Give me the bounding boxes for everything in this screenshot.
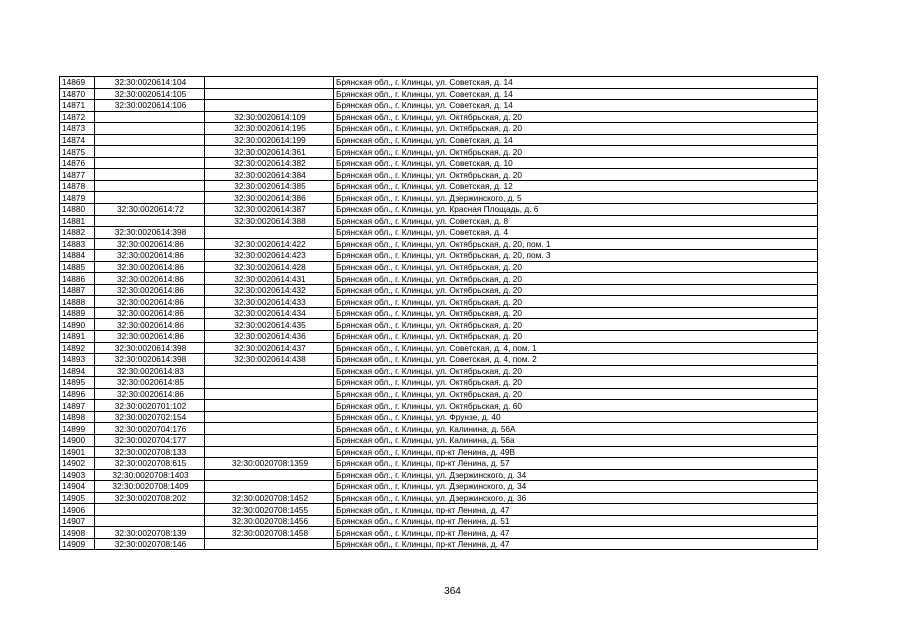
- row-number-cell: 14879: [60, 192, 95, 204]
- row-number-cell: 14898: [60, 411, 95, 423]
- table-row: [60, 296, 818, 308]
- row-number-cell: 14888: [60, 296, 95, 308]
- address-cell: Брянская обл., г. Клинцы, ул. Октябрьская, д. 20: [334, 365, 818, 377]
- table-row: [60, 192, 818, 204]
- object-cadastral-cell: [205, 227, 334, 239]
- row-number-cell: 14882: [60, 227, 95, 239]
- table-row: [60, 307, 818, 319]
- row-number-cell: 14900: [60, 434, 95, 446]
- table-row: [60, 434, 818, 446]
- object-cadastral-cell: 32:30:0020614:361: [205, 146, 334, 158]
- table-row: [60, 284, 818, 296]
- object-cadastral-cell: [205, 388, 334, 400]
- parcel-cadastral-cell: 32:30:0020708:146: [95, 538, 205, 550]
- row-number-cell: 14877: [60, 169, 95, 181]
- row-number-cell: 14872: [60, 111, 95, 123]
- table-row: [60, 261, 818, 273]
- parcel-cadastral-cell: 32:30:0020614:86: [95, 388, 205, 400]
- object-cadastral-cell: [205, 481, 334, 493]
- row-number-cell: 14876: [60, 157, 95, 169]
- parcel-cadastral-cell: [95, 146, 205, 158]
- parcel-cadastral-cell: 32:30:0020614:398: [95, 342, 205, 354]
- parcel-cadastral-cell: [95, 134, 205, 146]
- row-number-cell: 14881: [60, 215, 95, 227]
- address-cell: Брянская обл., г. Клинцы, пр-кт Ленина, д. 47: [334, 527, 818, 539]
- address-cell: Брянская обл., г. Клинцы, ул. Дзержинского, д. 34: [334, 481, 818, 493]
- table-row: [60, 134, 818, 146]
- object-cadastral-cell: 32:30:0020614:422: [205, 238, 334, 250]
- parcel-cadastral-cell: [95, 180, 205, 192]
- object-cadastral-cell: [205, 77, 334, 89]
- row-number-cell: 14873: [60, 123, 95, 135]
- row-number-cell: 14908: [60, 527, 95, 539]
- object-cadastral-cell: 32:30:0020614:386: [205, 192, 334, 204]
- table-row: [60, 446, 818, 458]
- parcel-cadastral-cell: [95, 123, 205, 135]
- row-number-cell: 14885: [60, 261, 95, 273]
- table-row: [60, 377, 818, 389]
- page-number: 364: [444, 586, 461, 597]
- table-row: [60, 215, 818, 227]
- address-cell: Брянская обл., г. Клинцы, ул. Советская, д. 12: [334, 180, 818, 192]
- object-cadastral-cell: 32:30:0020614:438: [205, 354, 334, 366]
- row-number-cell: 14890: [60, 319, 95, 331]
- row-number-cell: 14907: [60, 515, 95, 527]
- table-row: [60, 481, 818, 493]
- row-number-cell: 14909: [60, 538, 95, 550]
- parcel-cadastral-cell: 32:30:0020708:615: [95, 458, 205, 470]
- object-cadastral-cell: 32:30:0020614:388: [205, 215, 334, 227]
- parcel-cadastral-cell: 32:30:0020704:177: [95, 434, 205, 446]
- address-cell: Брянская обл., г. Клинцы, пр-кт Ленина, д. 47: [334, 504, 818, 516]
- table-row: [60, 365, 818, 377]
- table-row: [60, 88, 818, 100]
- row-number-cell: 14869: [60, 77, 95, 89]
- object-cadastral-cell: 32:30:0020708:1458: [205, 527, 334, 539]
- parcel-cadastral-cell: 32:30:0020614:398: [95, 354, 205, 366]
- parcel-cadastral-cell: [95, 515, 205, 527]
- object-cadastral-cell: [205, 400, 334, 412]
- table-row: [60, 458, 818, 470]
- object-cadastral-cell: 32:30:0020708:1456: [205, 515, 334, 527]
- row-number-cell: 14870: [60, 88, 95, 100]
- object-cadastral-cell: [205, 88, 334, 100]
- object-cadastral-cell: 32:30:0020614:435: [205, 319, 334, 331]
- table-row: [60, 515, 818, 527]
- object-cadastral-cell: 32:30:0020614:431: [205, 273, 334, 285]
- object-cadastral-cell: [205, 377, 334, 389]
- row-number-cell: 14906: [60, 504, 95, 516]
- table-row: [60, 100, 818, 112]
- parcel-cadastral-cell: [95, 111, 205, 123]
- address-cell: Брянская обл., г. Клинцы, ул. Октябрьская, д. 20: [334, 331, 818, 343]
- row-number-cell: 14874: [60, 134, 95, 146]
- address-cell: Брянская обл., г. Клинцы, ул. Советская, д. 4, пом. 1: [334, 342, 818, 354]
- row-number-cell: 14884: [60, 250, 95, 262]
- object-cadastral-cell: 32:30:0020614:432: [205, 284, 334, 296]
- table-row: [60, 273, 818, 285]
- address-cell: Брянская обл., г. Клинцы, ул. Советская, д. 4, пом. 2: [334, 354, 818, 366]
- object-cadastral-cell: 32:30:0020614:195: [205, 123, 334, 135]
- table-row: [60, 227, 818, 239]
- table-row: [60, 169, 818, 181]
- parcel-cadastral-cell: 32:30:0020708:202: [95, 492, 205, 504]
- object-cadastral-cell: [205, 411, 334, 423]
- row-number-cell: 14889: [60, 307, 95, 319]
- address-cell: Брянская обл., г. Клинцы, ул. Октябрьская, д. 20: [334, 261, 818, 273]
- address-cell: Брянская обл., г. Клинцы, ул. Фрунзе, д. 40: [334, 411, 818, 423]
- parcel-cadastral-cell: [95, 169, 205, 181]
- row-number-cell: 14892: [60, 342, 95, 354]
- address-cell: Брянская обл., г. Клинцы, ул. Октябрьская, д. 20: [334, 284, 818, 296]
- table-row: [60, 469, 818, 481]
- address-cell: Брянская обл., г. Клинцы, ул. Дзержинского, д. 5: [334, 192, 818, 204]
- object-cadastral-cell: 32:30:0020708:1455: [205, 504, 334, 516]
- object-cadastral-cell: 32:30:0020614:387: [205, 204, 334, 216]
- address-cell: Брянская обл., г. Клинцы, ул. Красная Площадь, д. 6: [334, 204, 818, 216]
- parcel-cadastral-cell: 32:30:0020701:102: [95, 400, 205, 412]
- object-cadastral-cell: [205, 365, 334, 377]
- row-number-cell: 14904: [60, 481, 95, 493]
- address-cell: Брянская обл., г. Клинцы, ул. Октябрьская, д. 20: [334, 377, 818, 389]
- object-cadastral-cell: [205, 469, 334, 481]
- parcel-cadastral-cell: 32:30:0020614:85: [95, 377, 205, 389]
- table-row: [60, 111, 818, 123]
- row-number-cell: 14901: [60, 446, 95, 458]
- registry-table-body: [60, 77, 818, 550]
- address-cell: Брянская обл., г. Клинцы, ул. Октябрьская, д. 20, пом. 3: [334, 250, 818, 262]
- address-cell: Брянская обл., г. Клинцы, пр-кт Ленина, д. 49В: [334, 446, 818, 458]
- table-row: [60, 504, 818, 516]
- row-number-cell: 14887: [60, 284, 95, 296]
- object-cadastral-cell: 32:30:0020708:1359: [205, 458, 334, 470]
- address-cell: Брянская обл., г. Клинцы, ул. Дзержинского, д. 36: [334, 492, 818, 504]
- row-number-cell: 14896: [60, 388, 95, 400]
- table-row: [60, 492, 818, 504]
- parcel-cadastral-cell: 32:30:0020614:86: [95, 261, 205, 273]
- table-row: [60, 123, 818, 135]
- table-row: [60, 146, 818, 158]
- address-cell: Брянская обл., г. Клинцы, ул. Советская, д. 14: [334, 88, 818, 100]
- address-cell: Брянская обл., г. Клинцы, ул. Советская, д. 8: [334, 215, 818, 227]
- parcel-cadastral-cell: 32:30:0020614:86: [95, 307, 205, 319]
- table-row: [60, 77, 818, 89]
- table-row: [60, 388, 818, 400]
- object-cadastral-cell: 32:30:0020614:436: [205, 331, 334, 343]
- parcel-cadastral-cell: 32:30:0020614:104: [95, 77, 205, 89]
- parcel-cadastral-cell: 32:30:0020614:86: [95, 319, 205, 331]
- object-cadastral-cell: 32:30:0020708:1452: [205, 492, 334, 504]
- address-cell: Брянская обл., г. Клинцы, ул. Советская, д. 14: [334, 134, 818, 146]
- address-cell: Брянская обл., г. Клинцы, пр-кт Ленина, д. 51: [334, 515, 818, 527]
- row-number-cell: 14891: [60, 331, 95, 343]
- object-cadastral-cell: 32:30:0020614:384: [205, 169, 334, 181]
- row-number-cell: 14894: [60, 365, 95, 377]
- table-row: [60, 538, 818, 550]
- parcel-cadastral-cell: 32:30:0020614:106: [95, 100, 205, 112]
- table-row: [60, 411, 818, 423]
- object-cadastral-cell: [205, 423, 334, 435]
- parcel-cadastral-cell: 32:30:0020614:86: [95, 296, 205, 308]
- parcel-cadastral-cell: 32:30:0020614:86: [95, 238, 205, 250]
- row-number-cell: 14902: [60, 458, 95, 470]
- parcel-cadastral-cell: 32:30:0020614:105: [95, 88, 205, 100]
- address-cell: Брянская обл., г. Клинцы, ул. Советская, д. 4: [334, 227, 818, 239]
- address-cell: Брянская обл., г. Клинцы, ул. Октябрьская, д. 20: [334, 388, 818, 400]
- table-row: [60, 527, 818, 539]
- table-row: [60, 180, 818, 192]
- table-row: [60, 157, 818, 169]
- row-number-cell: 14903: [60, 469, 95, 481]
- object-cadastral-cell: [205, 434, 334, 446]
- address-cell: Брянская обл., г. Клинцы, ул. Октябрьская, д. 20: [334, 111, 818, 123]
- parcel-cadastral-cell: 32:30:0020614:86: [95, 250, 205, 262]
- parcel-cadastral-cell: 32:30:0020614:86: [95, 284, 205, 296]
- table-row: [60, 238, 818, 250]
- table-row: [60, 331, 818, 343]
- object-cadastral-cell: 32:30:0020614:199: [205, 134, 334, 146]
- address-cell: Брянская обл., г. Клинцы, ул. Дзержинского, д. 34: [334, 469, 818, 481]
- parcel-cadastral-cell: 32:30:0020708:133: [95, 446, 205, 458]
- parcel-cadastral-cell: [95, 157, 205, 169]
- row-number-cell: 14875: [60, 146, 95, 158]
- parcel-cadastral-cell: 32:30:0020614:83: [95, 365, 205, 377]
- table-row: [60, 354, 818, 366]
- parcel-cadastral-cell: 32:30:0020708:139: [95, 527, 205, 539]
- object-cadastral-cell: 32:30:0020614:433: [205, 296, 334, 308]
- address-cell: Брянская обл., г. Клинцы, ул. Советская, д. 10: [334, 157, 818, 169]
- object-cadastral-cell: 32:30:0020614:423: [205, 250, 334, 262]
- address-cell: Брянская обл., г. Клинцы, ул. Советская, д. 14: [334, 77, 818, 89]
- parcel-cadastral-cell: 32:30:0020614:86: [95, 331, 205, 343]
- address-cell: Брянская обл., г. Клинцы, ул. Октябрьская, д. 20: [334, 307, 818, 319]
- object-cadastral-cell: 32:30:0020614:109: [205, 111, 334, 123]
- row-number-cell: 14871: [60, 100, 95, 112]
- address-cell: Брянская обл., г. Клинцы, ул. Советская, д. 14: [334, 100, 818, 112]
- parcel-cadastral-cell: [95, 215, 205, 227]
- address-cell: Брянская обл., г. Клинцы, ул. Октябрьская, д. 20: [334, 273, 818, 285]
- object-cadastral-cell: 32:30:0020614:428: [205, 261, 334, 273]
- object-cadastral-cell: 32:30:0020614:385: [205, 180, 334, 192]
- row-number-cell: 14893: [60, 354, 95, 366]
- object-cadastral-cell: [205, 538, 334, 550]
- table-row: [60, 250, 818, 262]
- address-cell: Брянская обл., г. Клинцы, ул. Калинина, д. 56А: [334, 423, 818, 435]
- address-cell: Брянская обл., г. Клинцы, ул. Калинина, д. 56а: [334, 434, 818, 446]
- parcel-cadastral-cell: 32:30:0020708:1403: [95, 469, 205, 481]
- parcel-cadastral-cell: 32:30:0020704:176: [95, 423, 205, 435]
- parcel-cadastral-cell: 32:30:0020614:398: [95, 227, 205, 239]
- address-cell: Брянская обл., г. Клинцы, ул. Октябрьская, д. 20: [334, 296, 818, 308]
- address-cell: Брянская обл., г. Клинцы, ул. Октябрьская, д. 20, пом. 1: [334, 238, 818, 250]
- table-row: [60, 423, 818, 435]
- row-number-cell: 14886: [60, 273, 95, 285]
- object-cadastral-cell: 32:30:0020614:382: [205, 157, 334, 169]
- parcel-cadastral-cell: 32:30:0020614:86: [95, 273, 205, 285]
- row-number-cell: 14899: [60, 423, 95, 435]
- parcel-cadastral-cell: 32:30:0020708:1409: [95, 481, 205, 493]
- object-cadastral-cell: [205, 100, 334, 112]
- row-number-cell: 14883: [60, 238, 95, 250]
- object-cadastral-cell: 32:30:0020614:437: [205, 342, 334, 354]
- address-cell: Брянская обл., г. Клинцы, пр-кт Ленина, д. 57: [334, 458, 818, 470]
- table-row: [60, 319, 818, 331]
- row-number-cell: 14878: [60, 180, 95, 192]
- row-number-cell: 14880: [60, 204, 95, 216]
- parcel-cadastral-cell: [95, 192, 205, 204]
- registry-table: [59, 76, 818, 550]
- object-cadastral-cell: [205, 446, 334, 458]
- table-row: [60, 204, 818, 216]
- row-number-cell: 14897: [60, 400, 95, 412]
- parcel-cadastral-cell: 32:30:0020614:72: [95, 204, 205, 216]
- address-cell: Брянская обл., г. Клинцы, ул. Октябрьская, д. 20: [334, 319, 818, 331]
- parcel-cadastral-cell: [95, 504, 205, 516]
- address-cell: Брянская обл., г. Клинцы, пр-кт Ленина, д. 47: [334, 538, 818, 550]
- parcel-cadastral-cell: 32:30:0020702:154: [95, 411, 205, 423]
- row-number-cell: 14895: [60, 377, 95, 389]
- row-number-cell: 14905: [60, 492, 95, 504]
- address-cell: Брянская обл., г. Клинцы, ул. Октябрьская, д. 20: [334, 146, 818, 158]
- table-row: [60, 342, 818, 354]
- address-cell: Брянская обл., г. Клинцы, ул. Октябрьская, д. 20: [334, 169, 818, 181]
- address-cell: Брянская обл., г. Клинцы, ул. Октябрьская, д. 60: [334, 400, 818, 412]
- address-cell: Брянская обл., г. Клинцы, ул. Октябрьская, д. 20: [334, 123, 818, 135]
- table-row: [60, 400, 818, 412]
- object-cadastral-cell: 32:30:0020614:434: [205, 307, 334, 319]
